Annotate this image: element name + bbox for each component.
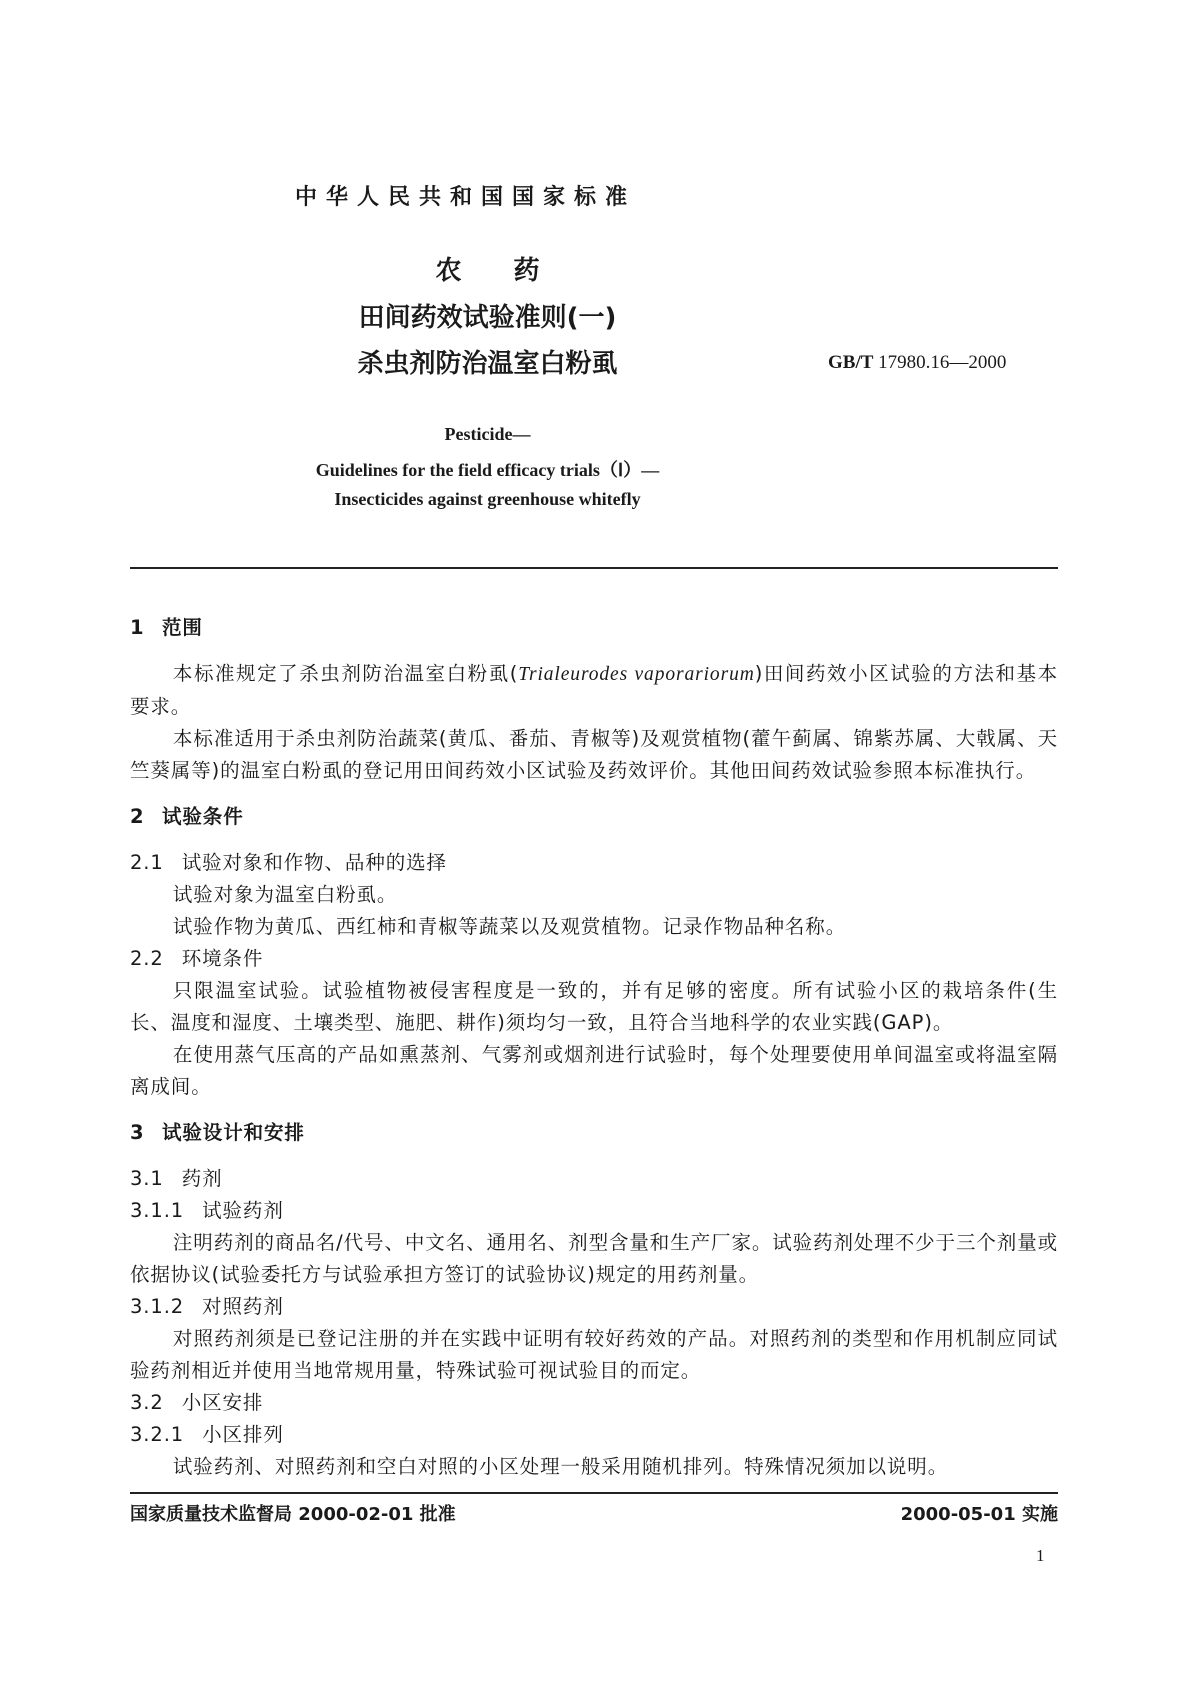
- footer-divider: [130, 1492, 1058, 1494]
- section-title: 药剂: [181, 1167, 223, 1190]
- approval-date: 国家质量技术监督局 2000-02-01 批准: [130, 1504, 456, 1525]
- title-line-2: 田间药效试验准则(一): [358, 303, 617, 333]
- title-line-1: 农 药: [435, 256, 540, 286]
- text: )田间药效小区试验的方法和基本要求。: [130, 662, 1059, 718]
- section-title: 对照药剂: [202, 1295, 284, 1318]
- section-number: 2.1: [130, 851, 164, 874]
- section-1-heading: [130, 612, 1058, 644]
- paragraph: 在使用蒸气压高的产品如熏蒸剂、气雾剂或烟剂进行试验时，每个处理要使用单间温室或将温室隔离成间。: [130, 1043, 1058, 1098]
- section-3-1-1-heading: [130, 1195, 1058, 1227]
- english-title-3: Insecticides against greenhouse whitefly: [334, 489, 641, 509]
- section-2-2-heading: [130, 943, 1058, 975]
- paragraph: 对照药剂须是已登记注册的并在实践中证明有较好药效的产品。对照药剂的类型和作用机制应同试验药剂相近并使用当地常规用量，特殊试验可视试验目的而定。: [130, 1327, 1058, 1382]
- section-title: 试验对象和作物、品种的选择: [181, 851, 447, 874]
- section-title: 小区安排: [181, 1391, 264, 1414]
- english-title-2: Guidelines for the field efficacy trials（Ⅰ）—: [315, 460, 660, 480]
- paragraph: 注明药剂的商品名/代号、中文名、通用名、剂型含量和生产厂家。试验药剂处理不少于三个剂量或依据协议(试验委托方与试验承担方签订的试验协议)规定的用药剂量。: [130, 1231, 1058, 1286]
- code-prefix: GB/T: [828, 352, 874, 373]
- paragraph: 只限温室试验。试验植物被侵害程度是一致的，并有足够的密度。所有试验小区的栽培条件(生长、温度和湿度、土壤类型、施肥、耕作)须均匀一致，且符合当地科学的农业实践(GAP)。: [130, 979, 1058, 1034]
- section-number: 1: [130, 616, 145, 639]
- title-line-3: 杀虫剂防治温室白粉虱: [357, 349, 618, 379]
- header-divider: [130, 567, 1058, 569]
- section-2-1-heading: [130, 847, 1058, 879]
- section-number: 2: [130, 805, 145, 828]
- section-3-1-2-heading: [130, 1291, 1058, 1323]
- national-standard-label: 中华人民共和国国家标准: [295, 185, 637, 210]
- section-number: 3: [130, 1121, 145, 1144]
- section-3-1-heading: [130, 1163, 1058, 1195]
- section-title: 环境条件: [181, 947, 264, 970]
- english-title-1: Pesticide—: [444, 424, 531, 444]
- document-body: [130, 612, 1058, 1483]
- section-number: 2.2: [130, 947, 164, 970]
- section-number: 3.1: [130, 1167, 164, 1190]
- section-title: 试验设计和安排: [162, 1121, 305, 1144]
- standard-code: [828, 352, 1006, 374]
- section-title: 范围: [162, 616, 203, 639]
- paragraph: [130, 658, 1058, 723]
- section-3-2-1-heading: [130, 1419, 1058, 1451]
- section-number: 3.1.1: [130, 1199, 185, 1222]
- page-number: 1: [1036, 1546, 1045, 1565]
- paragraph: 试验药剂、对照药剂和空白对照的小区处理一般采用随机排列。特殊情况须加以说明。: [172, 1455, 949, 1478]
- paragraph: 本标准适用于杀虫剂防治蔬菜(黄瓜、番茄、青椒等)及观赏植物(藿午蓟属、锦紫苏属、大戟属、天竺葵属等)的温室白粉虱的登记用田间药效小区试验及药效评价。其他田间药效试验参照本标准执行。: [130, 727, 1058, 782]
- section-3-heading: [130, 1117, 1058, 1149]
- section-number: 3.2: [130, 1391, 164, 1414]
- implementation-date: 2000-05-01 实施: [900, 1504, 1058, 1525]
- section-number: 3.2.1: [130, 1423, 185, 1446]
- section-number: 3.1.2: [130, 1295, 185, 1318]
- section-title: 试验药剂: [202, 1199, 284, 1222]
- section-2-heading: [130, 801, 1058, 833]
- section-3-2-heading: [130, 1387, 1058, 1419]
- paragraph: 试验作物为黄瓜、西红柿和青椒等蔬菜以及观赏植物。记录作物品种名称。: [172, 915, 847, 938]
- section-title: 试验条件: [162, 805, 244, 828]
- species-name: Trialeurodes vaporariorum: [518, 664, 755, 685]
- text: 本标准规定了杀虫剂防治温室白粉虱(: [172, 662, 519, 685]
- code-number: 17980.16—2000: [878, 352, 1007, 373]
- paragraph: 试验对象为温室白粉虱。: [172, 883, 398, 906]
- section-title: 小区排列: [202, 1423, 284, 1446]
